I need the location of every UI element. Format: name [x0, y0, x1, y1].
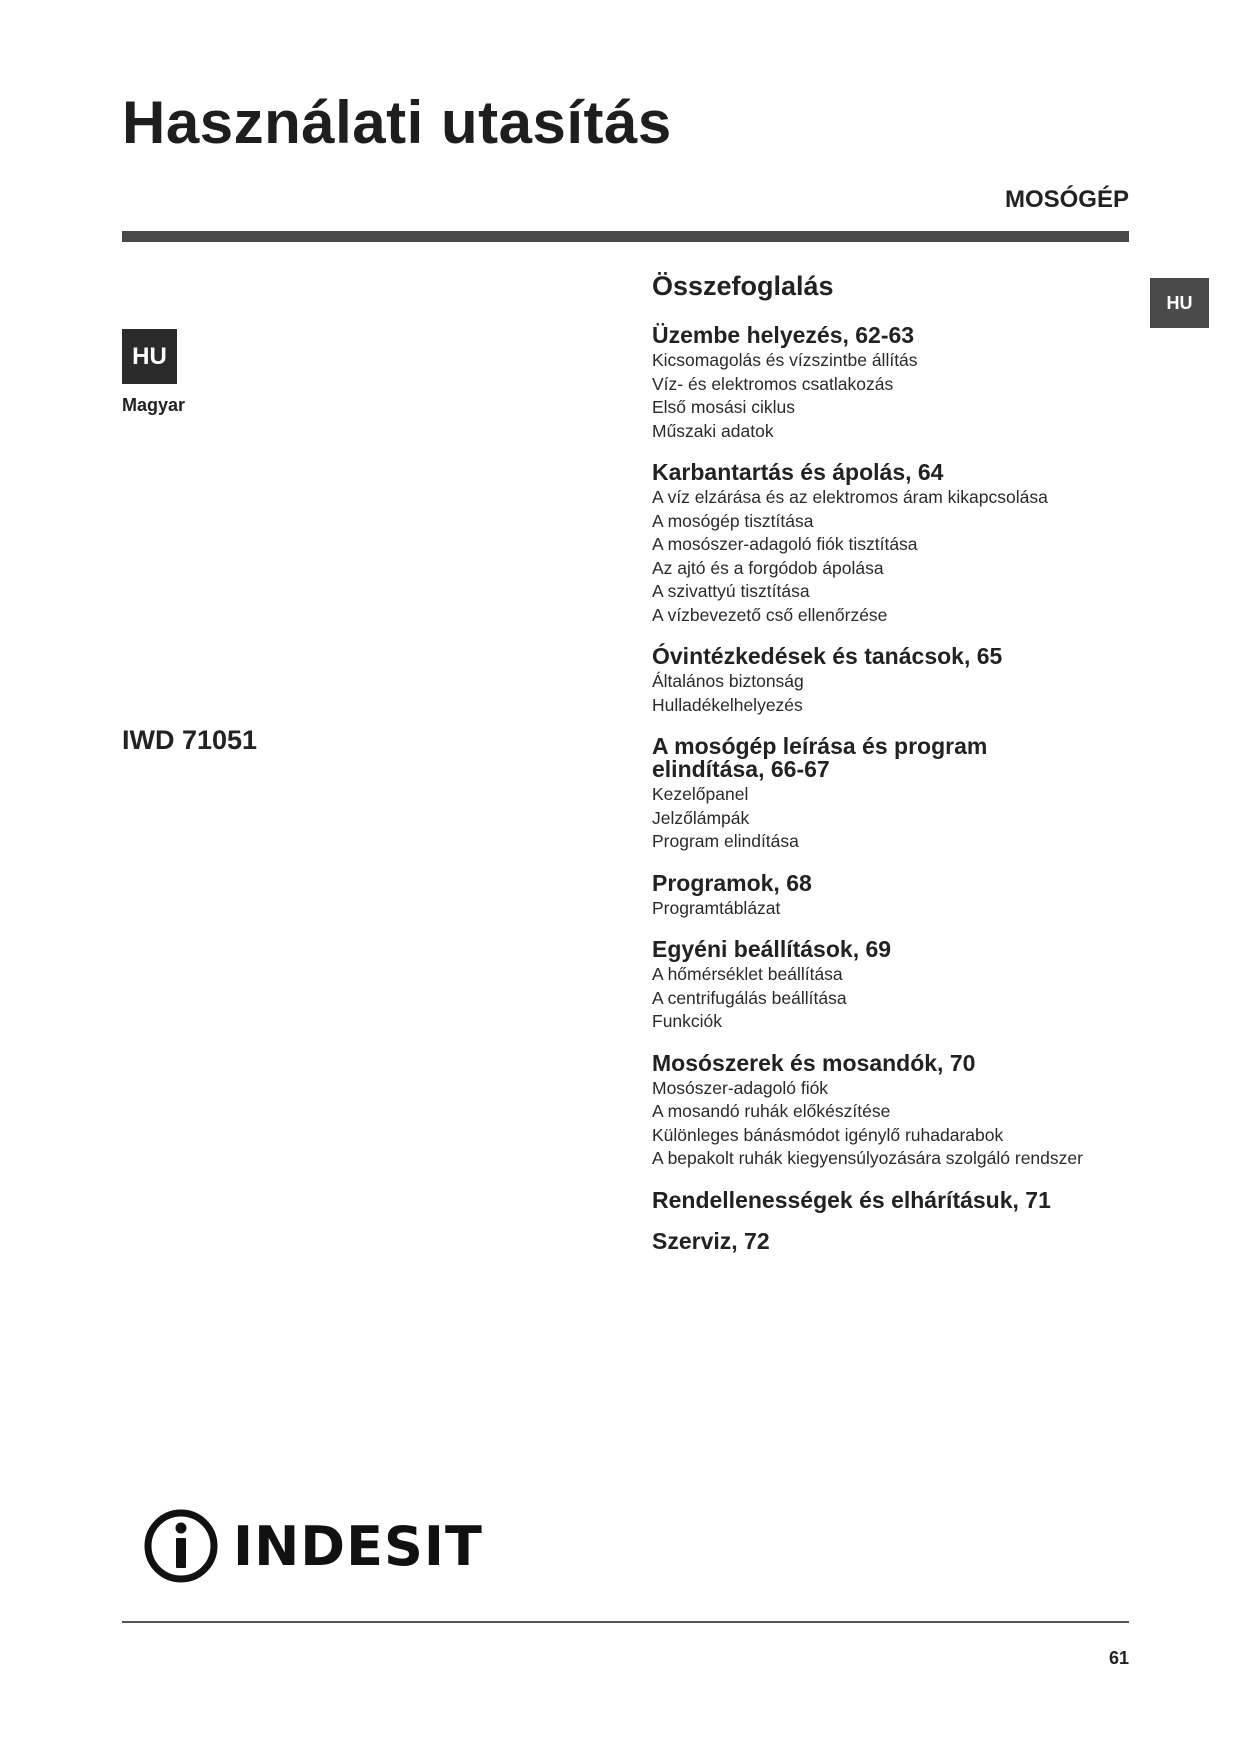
- toc-item: Funkciók: [652, 1011, 723, 1031]
- toc-item: Első mosási ciklus: [652, 397, 795, 417]
- toc-item: A bepakolt ruhák kiegyensúlyozására szolgáló rendszer: [652, 1148, 1083, 1168]
- toc-section: [652, 1186, 1132, 1213]
- toc-section: [652, 869, 1132, 921]
- toc-section-title: Rendellenességek és elhárításuk, 71: [652, 1186, 1051, 1213]
- toc-section: [652, 1227, 1132, 1254]
- toc-section-title: Szerviz, 72: [652, 1227, 770, 1254]
- toc-section-title: Üzembe helyezés, 62-63: [652, 322, 915, 348]
- toc-section-title: Karbantartás és ápolás, 64: [652, 459, 944, 485]
- brand-name: INDESIT: [233, 1514, 483, 1578]
- toc-item: Általános biztonság: [652, 671, 804, 691]
- toc-item: A mosógép tisztítása: [652, 510, 814, 531]
- toc-item: A mosandó ruhák előkészítése: [652, 1101, 891, 1121]
- info-circle-icon: [143, 1508, 219, 1584]
- toc-section: [652, 461, 1132, 627]
- toc-item: Különleges bánásmódot igénylő ruhadarabok: [652, 1124, 1004, 1145]
- toc-item: Mosószer-adagoló fiók: [652, 1077, 829, 1098]
- toc-section-title: A mosógép leírása és program: [652, 733, 988, 759]
- toc-section: [652, 1049, 1132, 1171]
- toc-item: Kezelőpanel: [652, 784, 749, 804]
- language-code-badge: HU: [122, 329, 177, 384]
- toc-section: [652, 735, 1132, 854]
- toc-section-title: elindítása, 66-67: [652, 756, 830, 782]
- toc-item: Műszaki adatok: [652, 420, 774, 441]
- toc-item: Programtáblázat: [652, 897, 781, 918]
- toc-item: Kicsomagolás és vízszintbe állítás: [652, 350, 918, 370]
- toc-section-title: Egyéni beállítások, 69: [652, 936, 892, 962]
- toc-section: [652, 938, 1132, 1034]
- toc-section: [652, 645, 1132, 717]
- toc-item: A hőmérséklet beállítása: [652, 964, 843, 984]
- language-name: Magyar: [122, 395, 186, 415]
- product-category: MOSÓGÉP: [1004, 186, 1129, 213]
- language-side-tab: HU: [1150, 278, 1209, 328]
- toc-item: A víz elzárása és az elektromos áram kikapcsolása: [652, 487, 1048, 507]
- toc-item: Hulladékelhelyezés: [652, 694, 803, 715]
- model-number: IWD 71051: [122, 725, 258, 755]
- toc-section-title: Programok, 68: [652, 869, 812, 896]
- toc-item: Víz- és elektromos csatlakozás: [652, 373, 894, 394]
- toc-item: A mosószer-adagoló fiók tisztítása: [652, 534, 918, 554]
- page-number: 61: [1108, 1648, 1129, 1668]
- header-divider: [122, 231, 1129, 242]
- toc-item: Az ajtó és a forgódob ápolása: [652, 557, 884, 578]
- brand-logo: [143, 1508, 483, 1584]
- table-of-contents: [652, 270, 1132, 1271]
- toc-item: A centrifugálás beállítása: [652, 987, 847, 1008]
- toc-item: Jelzőlámpák: [652, 807, 750, 828]
- document-title: Használati utasítás: [122, 89, 672, 156]
- toc-section-title: Óvintézkedések és tanácsok, 65: [652, 643, 1003, 669]
- toc-item: A vízbevezető cső ellenőrzése: [652, 604, 888, 625]
- toc-item: A szivattyú tisztítása: [652, 581, 810, 601]
- toc-item: Program elindítása: [652, 831, 799, 851]
- toc-heading: Összefoglalás: [652, 271, 834, 301]
- footer-divider: [122, 1621, 1129, 1623]
- toc-section-title: Mosószerek és mosandók, 70: [652, 1049, 976, 1076]
- toc-section: [652, 324, 1132, 443]
